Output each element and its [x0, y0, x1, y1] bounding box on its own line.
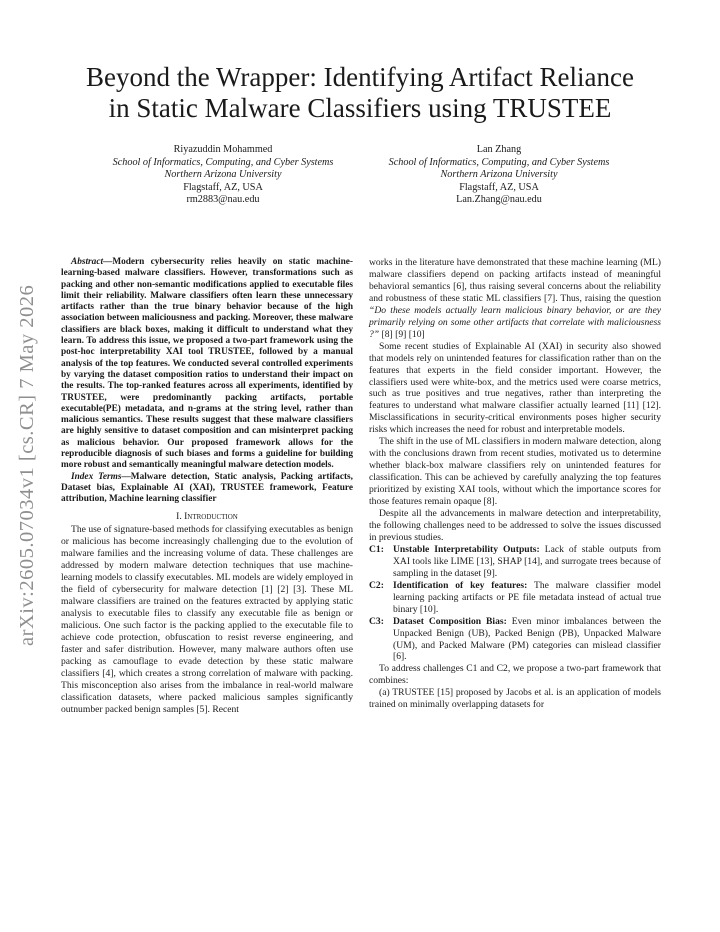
author-name: Lan Zhang — [476, 144, 522, 155]
paper-title — [0, 62, 720, 124]
right-paragraph-5: To address challenges C1 and C2, we propose a two-part framework that combines: — [369, 663, 661, 687]
author-block-2 — [364, 144, 634, 207]
intro-paragraph-1: The use of signature-based methods for classifying executables as benign or malicious has become increasingly challenging due to the evolution of malware families and the increasing volume of data. These challenges are addressed by modern malware detection techniques that use machine-learning models to classify executables. ML models are widely employed in the field of cybersecurity for malware detection [1] [2] [3]. These ML malware classifiers are trained on the features extracted by applying static analysis to executable files to classify any executable file as benign or malicious. One such factor is the packing applied to the executable file to achieve code protection, obfuscation to resist reverse engineering, and faster and safer distribution. However, many malware authors often use packing as camouflage to evade detection by these static malware classifiers [4], which creates a strong correlation of malware with packing. This misconception also arises from the imbalance in real-world malware classification datasets, where packed malicious samples significantly outnumber packed benign samples [5]. Recent — [61, 524, 353, 715]
author-affiliation: School of Informatics, Computing, and Cyber Systems — [388, 156, 610, 168]
section-heading: I. Introduction — [176, 510, 238, 522]
research-question: “Do these models actually learn malicious binary behavior, or are they primarily relying on some other artifacts that correlate with maliciousness ?” — [369, 304, 661, 340]
author-email[interactable]: Lan.Zhang@nau.edu — [456, 194, 542, 206]
right-paragraph-4: Despite all the advancements in malware detection and interpretability, the following challenges need to be addressed to solve the issues discussed in previous studies. — [369, 508, 661, 543]
abstract-text: —Modern cybersecurity relies heavily on static machine-learning-based malware classifiers. However, transformations such as packing and other non-semantic modifications applied to executable files limit their reliability. Malware classifiers often learn these unnecessary artifacts rather than the true binary behavior because of the high association between maliciousness and packing. Moreover, these malware classifiers are black boxes, making it difficult to understand what they learn. To address this issue, we proposed a two-part framework using the post-hoc interpretability XAI tool TRUSTEE, followed by a manual analysis of the top features. We conducted several controlled experiments by varying the dataset composition ratios to understand their impact on the results. The top-ranked features across all experiments, identified by TRUSTEE, were predominantly packing artifacts, portable executable(PE) metadata, and n-grams at the string level, rather than malicious semantics. These results suggest that these malware classifiers are highly sensitive to dataset composition and can misinterpret packing as malicious behavior. Our proposed framework allows for the reproducible diagnosis of such biases and forms a guideline for building more robust and semantically meaningful malware detection models. — [61, 257, 353, 471]
challenge-item: C3: Dataset Composition Bias: Even minor imbalances between the Unpacked Benign (UB), Packed Benign (PB), Unpacked Malware (UM), and Packed Malware (PM) categories can mislead classifier [6]. — [369, 615, 661, 663]
right-paragraph-1: works in the literature have demonstrated that these machine learning (ML) malware classifiers depend on packing artifacts instead of meaningful behavioral semantics [6], thus raising several concerns about the reliability and robustness of these static ML classifiers [7]. Thus, raising the question “Do these models actually learn malicious binary behavior, or are they primarily relying on some other artifacts that correlate with maliciousness ?” [8] [9] [10] — [369, 257, 661, 340]
abstract — [61, 257, 353, 472]
author-block-1 — [88, 144, 358, 207]
author-affiliation: School of Informatics, Computing, and Cyber Systems — [112, 156, 334, 168]
title-line-1: Beyond the Wrapper: Identifying Artifact Reliance — [86, 62, 634, 92]
right-paragraph-2: Some recent studies of Explainable AI (XAI) in security also showed that models rely on unintended features for classification rather than on the features that experts in the field consider important. However, the classifiers used were white-box, and the metrics used were coarse metrics, such as true positives and true negatives, rather than interpreting the features to understand what malware classifier actually learned [11] [12]. Misclassifications in security-critical environments poses higher security risks which increases the need for robust and interpretable models. — [369, 340, 661, 436]
index-terms-label: Index Terms — [71, 471, 122, 482]
arxiv-stamp[interactable]: arXiv:2605.07034v1 [cs.CR] 7 May 2026 — [16, 284, 38, 646]
abstract-label: Abstract — [71, 257, 104, 267]
author-email[interactable]: rm2883@nau.edu — [186, 194, 260, 206]
index-terms — [61, 472, 353, 506]
author-university: Northern Arizona University — [164, 169, 282, 181]
author-name: Riyazuddin Mohammed — [173, 144, 273, 155]
title-line-2: in Static Malware Classifiers using TRUSTEE — [108, 93, 612, 123]
index-terms-text: —Malware detection, Static analysis, Packing artifacts, Dataset bias, Explainable AI (XAI), TRUSTEE framework, Feature attribution, Machine learning classifier — [61, 471, 353, 505]
right-column — [369, 257, 661, 711]
challenge-item: C2: Identification of key features: The malware classifier model learning packing artifacts or PE file metadata instead of actual true binary [10]. — [369, 579, 662, 615]
right-paragraph-3: The shift in the use of ML classifiers in modern malware detection, along with the conclusions drawn from recent studies, motivated us to determine whether black-box malware classifiers rely on unintended features for classification. This can be achieved by carefully analyzing the top features prioritized by existing XAI tools, without which the importance scores for those features remain opaque [8]. — [369, 436, 661, 508]
right-paragraph-6: (a) TRUSTEE [15] proposed by Jacobs et al. is an application of models trained on minimally overlapping datasets for — [369, 687, 661, 711]
author-university: Northern Arizona University — [440, 169, 558, 181]
author-location: Flagstaff, AZ, USA — [183, 181, 263, 193]
left-column — [61, 257, 353, 716]
author-location: Flagstaff, AZ, USA — [459, 181, 539, 193]
challenge-item: C1: Unstable Interpretability Outputs: Lack of stable outputs from XAI tools like LIME [13], SHAP [14], and surrogate trees because of sampling in the dataset [9]. — [369, 543, 662, 579]
